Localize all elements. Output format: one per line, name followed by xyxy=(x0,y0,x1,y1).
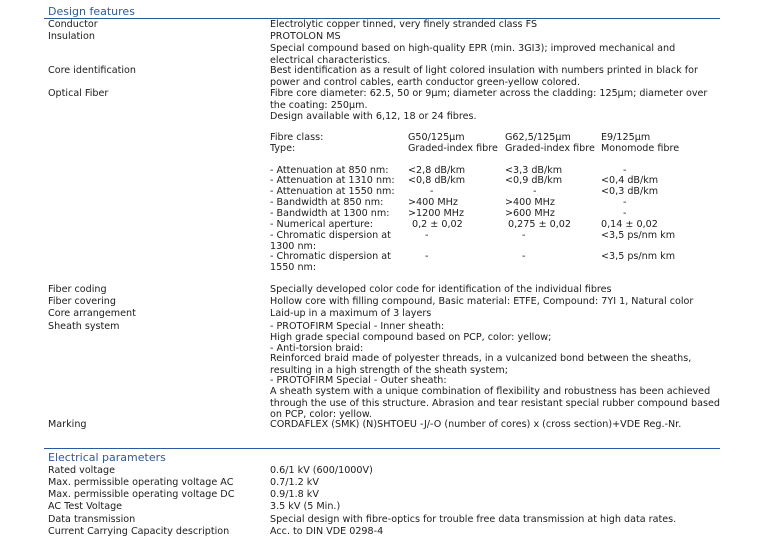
table-cell: - xyxy=(425,251,429,262)
table-cell: 0,275 ± 0,02 xyxy=(508,219,571,230)
table-cell: >1200 MHz xyxy=(408,208,465,219)
core-identification-value: Best identification as a result of light colored insulation with numbers printed in black for power and control cables, earth conductor green-yellow colored. xyxy=(270,65,698,88)
table-cell: - xyxy=(623,208,627,219)
table-row-label: 1550 nm: xyxy=(270,262,317,273)
conductor-label: Conductor xyxy=(48,19,98,30)
fibre-class-e9: E9/125μm xyxy=(601,132,651,143)
optical-fiber-value-1: Fibre core diameter: 62.5, 50 or 9μm; diameter across the cladding: 125μm; diameter over the coating: 250μm. xyxy=(270,88,708,111)
data-transmission-value: Special design with fibre-optics for trouble free data transmission at high data rates. xyxy=(270,514,677,525)
table-row-label: - Chromatic dispersion at xyxy=(270,230,391,241)
table-cell: - xyxy=(430,186,434,197)
core-arrangement-value: Laid-up in a maximum of 3 layers xyxy=(270,308,432,319)
rated-voltage-label: Rated voltage xyxy=(48,465,115,476)
table-cell: - xyxy=(522,230,526,241)
fiber-coding-label: Fiber coding xyxy=(48,284,107,295)
table-row-label: 1300 nm: xyxy=(270,241,317,252)
max-ac-value: 0.7/1.2 kV xyxy=(270,477,319,488)
table-cell: - xyxy=(522,251,526,262)
fibre-type-g50: Graded-index fibre xyxy=(408,143,498,154)
max-ac-label: Max. permissible operating voltage AC xyxy=(48,477,234,488)
table-row-label: - Bandwidth at 850 nm: xyxy=(270,197,384,208)
conductor-value: Electrolytic copper tinned, very finely stranded class FS xyxy=(270,19,538,30)
insulation-value-1: PROTOLON MS xyxy=(270,31,341,42)
fiber-covering-value: Hollow core with filling compound, Basic material: ETFE, Compound: 7YI 1, Natural color xyxy=(270,296,694,307)
table-cell: 0,2 ± 0,02 xyxy=(412,219,463,230)
insulation-label: Insulation xyxy=(48,31,95,42)
table-cell: <3,5 ps/nm km xyxy=(601,230,676,241)
table-cell: >600 MHz xyxy=(505,208,555,219)
table-cell: <2,8 dB/km xyxy=(408,165,466,176)
sheath-system-label: Sheath system xyxy=(48,321,120,332)
ac-test-label: AC Test Voltage xyxy=(48,501,123,512)
table-cell: >400 MHz xyxy=(408,197,458,208)
table-cell: >400 MHz xyxy=(505,197,555,208)
table-cell: 0,14 ± 0,02 xyxy=(601,219,658,230)
table-cell: <3,3 dB/km xyxy=(505,165,563,176)
sheath-line-1: - PROTOFIRM Special - Inner sheath: xyxy=(270,321,445,332)
optical-fiber-value-2: Design available with 6,12, 18 or 24 fibres. xyxy=(270,111,477,122)
marking-label: Marking xyxy=(48,419,87,430)
table-row-label: - Chromatic dispersion at xyxy=(270,251,391,262)
table-cell: <3,5 ps/nm km xyxy=(601,251,676,262)
ac-test-value: 3.5 kV (5 Min.) xyxy=(270,501,341,512)
sheath-line-6: A sheath system with a unique combination of flexibility and robustness has been achieved through the use of this structure. Abrasion and tear resistant special rubber compound based on PCP, color: yellow. xyxy=(270,386,720,421)
fibre-class-label: Fibre class: xyxy=(270,132,324,143)
fiber-covering-label: Fiber covering xyxy=(48,296,116,307)
fibre-type-e9: Monomode fibre xyxy=(601,143,680,154)
core-identification-label: Core identification xyxy=(48,65,136,76)
design-features-heading: Design features xyxy=(48,5,135,18)
fiber-coding-value: Specially developed color code for identification of the individual fibres xyxy=(270,284,612,295)
core-arrangement-label: Core arrangement xyxy=(48,308,136,319)
current-capacity-label: Current Carrying Capacity description xyxy=(48,526,230,537)
table-row-label: - Attenuation at 1550 nm: xyxy=(270,186,395,197)
marking-value: CORDAFLEX (SMK) (N)SHTOEU -J/-O (number of cores) x (cross section)+VDE Reg.-Nr. xyxy=(270,419,682,430)
electrical-rule xyxy=(44,448,720,449)
sheath-line-5: - PROTOFIRM Special - Outer sheath: xyxy=(270,375,447,386)
table-cell: <0,4 dB/km xyxy=(601,175,659,186)
fibre-type-label: Type: xyxy=(270,143,296,154)
optical-fiber-label: Optical Fiber xyxy=(48,88,109,99)
table-cell: - xyxy=(425,230,429,241)
table-cell: - xyxy=(533,186,537,197)
table-cell: <0,8 dB/km xyxy=(408,175,466,186)
electrical-parameters-heading: Electrical parameters xyxy=(48,451,166,464)
table-row-label: - Attenuation at 1310 nm: xyxy=(270,175,395,186)
table-cell: <0,9 dB/km xyxy=(505,175,563,186)
table-row-label: - Bandwidth at 1300 nm: xyxy=(270,208,390,219)
table-cell: - xyxy=(623,165,627,176)
max-dc-value: 0.9/1.8 kV xyxy=(270,489,319,500)
table-cell: <0,3 dB/km xyxy=(601,186,659,197)
table-row-label: - Attenuation at 850 nm: xyxy=(270,165,389,176)
insulation-value-2: Special compound based on high-quality EPR (min. 3GI3); improved mechanical and electrical characteristics. xyxy=(270,43,676,66)
sheath-line-4: Reinforced braid made of polyester threads, in a vulcanized bond between the sheaths, resulting in a high strength of the sheath system; xyxy=(270,353,692,376)
max-dc-label: Max. permissible operating voltage DC xyxy=(48,489,235,500)
fibre-type-g62: Graded-index fibre xyxy=(505,143,595,154)
table-row-label: - Numerical aperture: xyxy=(270,219,374,230)
fibre-class-g50: G50/125μm xyxy=(408,132,465,143)
sheath-line-3: - Anti-torsion braid: xyxy=(270,343,364,354)
current-capacity-value: Acc. to DIN VDE 0298-4 xyxy=(270,526,384,537)
fibre-class-g62: G62,5/125μm xyxy=(505,132,571,143)
rated-voltage-value: 0.6/1 kV (600/1000V) xyxy=(270,465,373,476)
sheath-line-2: High grade special compound based on PCP, color: yellow; xyxy=(270,332,552,343)
data-transmission-label: Data transmission xyxy=(48,514,136,525)
table-cell: - xyxy=(623,197,627,208)
